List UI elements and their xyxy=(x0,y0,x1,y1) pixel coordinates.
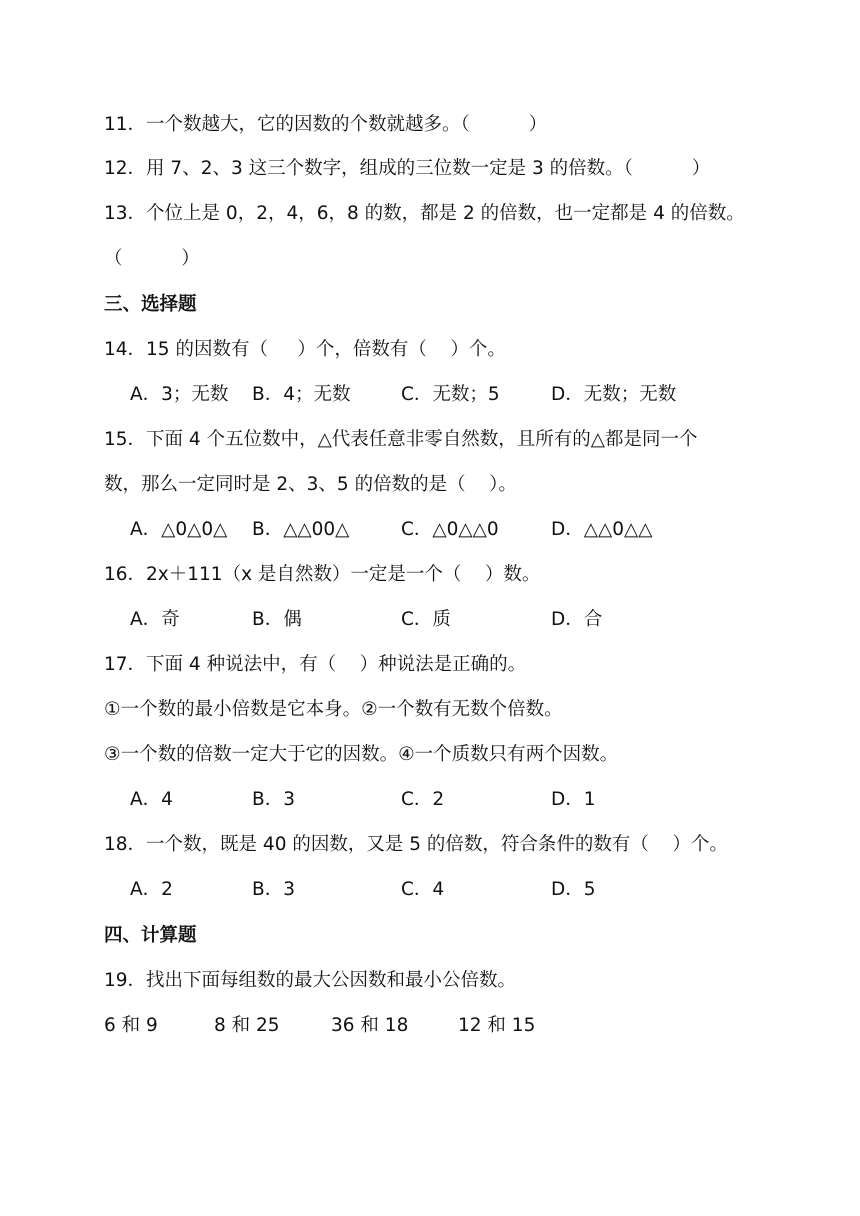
question-19: 19．找出下面每组数的最大公因数和最小公倍数。 xyxy=(104,970,517,991)
q15-option-c: C．△0△△0 xyxy=(401,519,499,540)
section-heading-calculation: 四、计算题 xyxy=(104,925,197,946)
q19-group-3: 36 和 18 xyxy=(331,1015,409,1036)
section-heading-choice: 三、选择题 xyxy=(104,294,197,315)
question-15-line2: 数，那么一定同时是 2、3、5 的倍数的是（ ）。 xyxy=(104,474,517,495)
question-17-statements-1: ①一个数的最小倍数是它本身。②一个数有无数个倍数。 xyxy=(104,699,563,720)
q15-option-b: B．△△00△ xyxy=(252,519,350,540)
q19-group-2: 8 和 25 xyxy=(214,1015,280,1036)
question-17: 17．下面 4 种说法中，有（ ）种说法是正确的。 xyxy=(104,654,527,675)
question-15-line1: 15．下面 4 个五位数中，△代表任意非零自然数，且所有的△都是同一个 xyxy=(104,429,698,450)
q16-option-a: A．奇 xyxy=(130,609,180,630)
q18-option-b: B．3 xyxy=(252,879,295,900)
q17-option-a: A．4 xyxy=(130,789,173,810)
q19-group-4: 12 和 15 xyxy=(458,1015,536,1036)
q16-option-b: B．偶 xyxy=(252,609,302,630)
q14-option-a: A．3；无数 xyxy=(130,384,229,405)
question-11: 11．一个数越大，它的因数的个数就越多。（ ） xyxy=(104,114,548,135)
q18-option-a: A．2 xyxy=(130,879,173,900)
q17-option-b: B．3 xyxy=(252,789,295,810)
q18-option-c: C．4 xyxy=(401,879,445,900)
question-12: 12．用 7、2、3 这三个数字，组成的三位数一定是 3 的倍数。（ ） xyxy=(104,158,711,179)
q15-option-a: A．△0△0△ xyxy=(130,519,228,540)
q17-option-c: C．2 xyxy=(401,789,445,810)
q14-option-c: C．无数；5 xyxy=(401,384,500,405)
q17-option-d: D．1 xyxy=(551,789,596,810)
question-16: 16．2x＋111（x 是自然数）一定是一个（ ）数。 xyxy=(104,564,541,585)
q16-option-d: D．合 xyxy=(551,609,603,630)
q14-option-b: B．4；无数 xyxy=(252,384,351,405)
question-13: 13．个位上是 0，2，4，6，8 的数，都是 2 的倍数，也一定都是 4 的倍数。 xyxy=(104,203,745,224)
q14-option-d: D．无数；无数 xyxy=(551,384,677,405)
q15-option-d: D．△△0△△ xyxy=(551,519,653,540)
q19-group-1: 6 和 9 xyxy=(104,1015,158,1036)
question-13-answer-paren: （ ） xyxy=(104,248,200,269)
question-14: 14．15 的因数有（ ）个，倍数有（ ）个。 xyxy=(104,339,506,360)
q18-option-d: D．5 xyxy=(551,879,596,900)
q16-option-c: C．质 xyxy=(401,609,451,630)
question-17-statements-2: ③一个数的倍数一定大于它的因数。④一个质数只有两个因数。 xyxy=(104,744,619,765)
question-18: 18．一个数，既是 40 的因数，又是 5 的倍数，符合条件的数有（ ）个。 xyxy=(104,834,728,855)
